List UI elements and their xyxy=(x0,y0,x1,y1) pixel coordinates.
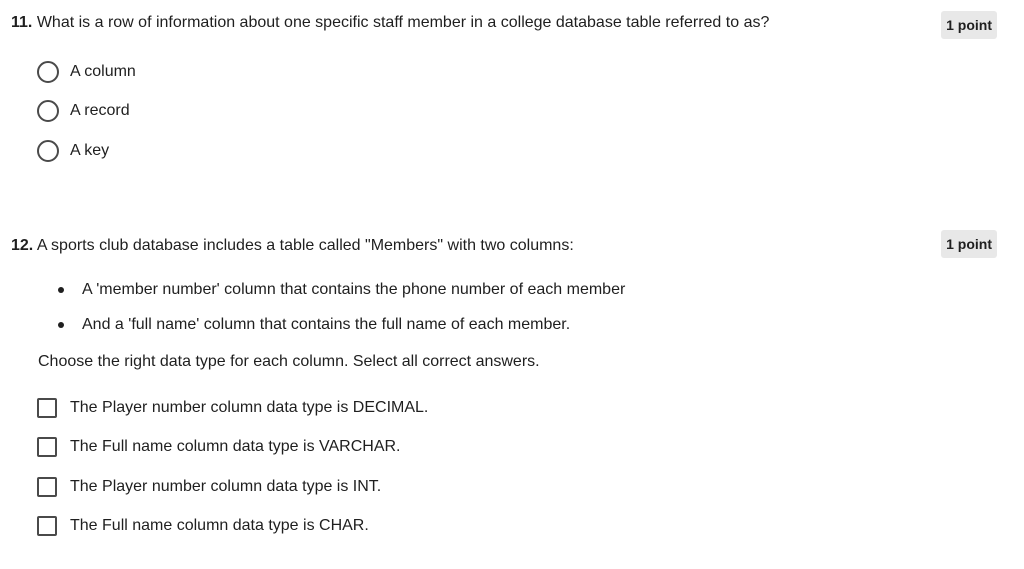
checkbox-option-int[interactable] xyxy=(37,475,381,499)
bullet-icon xyxy=(58,287,64,293)
radio-button[interactable] xyxy=(37,100,59,122)
radio-option-a-key[interactable] xyxy=(37,139,109,163)
radio-button[interactable] xyxy=(37,140,59,162)
checkbox-option-varchar[interactable] xyxy=(37,435,401,459)
bullet-item-member-number xyxy=(58,279,625,301)
option-label: The Full name column data type is CHAR. xyxy=(70,517,369,534)
question-number: 12. xyxy=(11,237,34,254)
bullet-icon xyxy=(58,322,64,328)
checkbox[interactable] xyxy=(37,516,57,536)
points-badge: 1 point xyxy=(941,11,997,39)
checkbox-option-decimal[interactable] xyxy=(37,396,428,420)
question-12-prompt xyxy=(11,235,574,257)
radio-option-a-column[interactable] xyxy=(37,60,136,84)
checkbox[interactable] xyxy=(37,437,57,457)
bullet-item-full-name xyxy=(58,314,570,336)
question-text: A sports club database includes a table called "Members" with two columns: xyxy=(36,237,574,254)
radio-option-a-record[interactable] xyxy=(37,99,130,123)
question-text: What is a row of information about one specific staff member in a college database table referred to as? xyxy=(36,14,770,31)
radio-button[interactable] xyxy=(37,61,59,83)
bullet-text: A 'member number' column that contains the phone number of each member xyxy=(82,281,626,298)
option-label: A record xyxy=(70,102,130,119)
question-12-instruction: Choose the right data type for each column. Select all correct answers. xyxy=(38,353,540,370)
option-label: The Player number column data type is DECIMAL. xyxy=(70,399,429,416)
option-label: A key xyxy=(70,142,110,159)
option-label: The Full name column data type is VARCHAR. xyxy=(70,438,401,455)
question-number: 11. xyxy=(11,14,33,31)
checkbox[interactable] xyxy=(37,477,57,497)
question-11-prompt xyxy=(11,12,769,34)
option-label: The Player number column data type is INT. xyxy=(70,478,382,495)
option-label: A column xyxy=(70,63,136,80)
checkbox-option-char[interactable] xyxy=(37,514,369,538)
checkbox[interactable] xyxy=(37,398,57,418)
bullet-text: And a 'full name' column that contains the full name of each member. xyxy=(82,316,571,333)
points-badge: 1 point xyxy=(941,230,997,258)
